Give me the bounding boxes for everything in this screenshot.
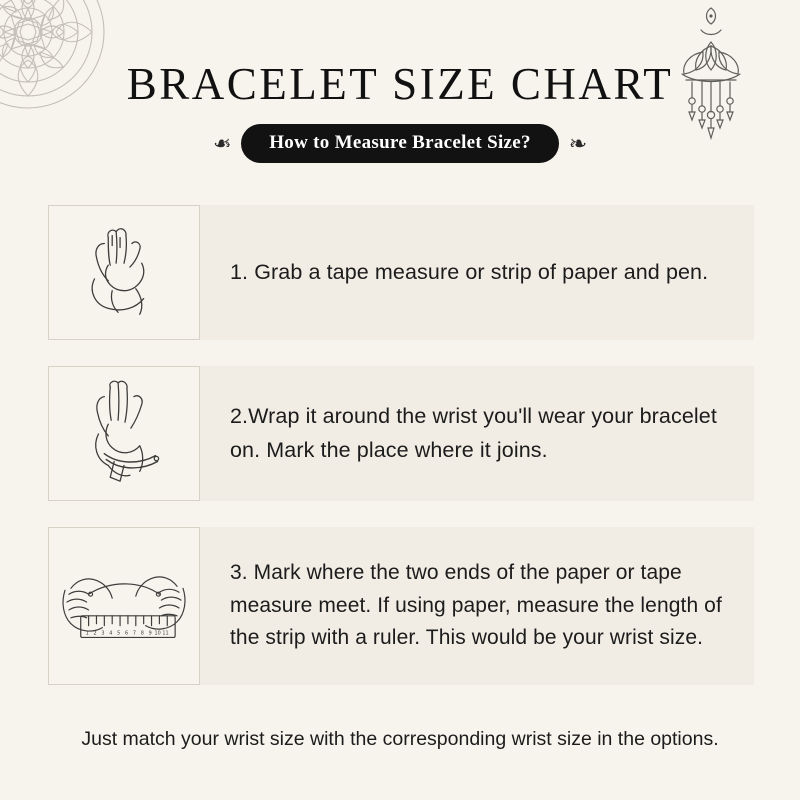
ruler-measure-illustration [48, 527, 200, 685]
hand-holding-tape-illustration [48, 205, 200, 340]
svg-text:10: 10 [154, 630, 161, 637]
footer-note: Just match your wrist size with the corresponding wrist size in the options. [81, 728, 719, 750]
step-text: 2.Wrap it around the wrist you'll wear your bracelet on. Mark the place where it joins. [230, 404, 717, 462]
svg-text:2: 2 [93, 630, 97, 637]
step-text: 3. Mark where the two ends of the paper or tape measure meet. If using paper, measure the length of the strip with a ruler. This would be your wrist size. [230, 561, 722, 650]
svg-text:11: 11 [162, 630, 169, 637]
subtitle-badge: How to Measure Bracelet Size? [241, 124, 559, 163]
svg-text:4: 4 [109, 630, 113, 637]
svg-text:1: 1 [85, 630, 89, 637]
svg-text:5: 5 [117, 630, 121, 637]
page-title: BRACELET SIZE CHART [126, 59, 674, 109]
wrist-wrap-illustration [48, 366, 200, 501]
flourish-right-icon: ❧ [568, 130, 588, 156]
svg-text:7: 7 [132, 630, 136, 637]
svg-text:3: 3 [101, 630, 105, 637]
svg-text:9: 9 [148, 630, 152, 637]
subtitle-row [0, 124, 800, 163]
list-item [48, 366, 754, 501]
flourish-left-icon: ❧ [212, 130, 232, 156]
svg-text:8: 8 [140, 630, 144, 637]
list-item [48, 527, 754, 685]
svg-text:6: 6 [124, 630, 129, 637]
list-item [48, 205, 754, 340]
steps-list [48, 205, 754, 711]
step-text: 1. Grab a tape measure or strip of paper and pen. [230, 259, 709, 284]
